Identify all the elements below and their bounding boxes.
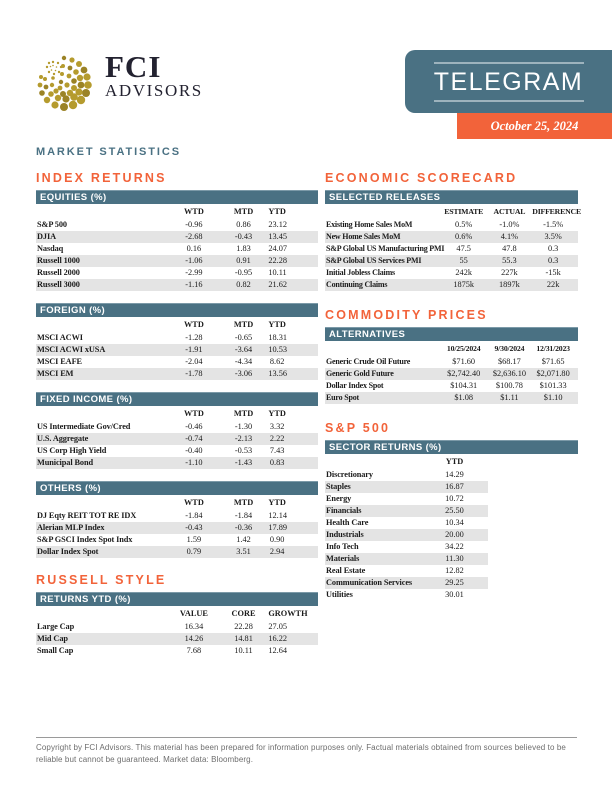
table-block-alternatives [325, 327, 578, 404]
cell-value: 47.5 [456, 244, 471, 253]
column-header: WTD [183, 498, 204, 507]
cell-value: 7.68 [186, 646, 202, 655]
cell-value: 2.94 [269, 547, 285, 556]
row-label: Info Tech [326, 542, 359, 551]
table-row [36, 267, 318, 279]
cell-value: 17.89 [268, 523, 288, 532]
table-row [325, 380, 578, 392]
row-label: Dollar Index Spot [37, 547, 99, 556]
cell-value: -0.96 [185, 220, 203, 229]
table-row [325, 469, 488, 481]
cell-value: 16.34 [184, 622, 204, 631]
table-row [36, 356, 318, 368]
row-label: Real Estate [326, 566, 366, 575]
cell-value: -0.95 [234, 268, 253, 277]
cell-value: -1.10 [185, 458, 203, 467]
row-label: Communication Services [326, 578, 413, 587]
row-label: S&P Global US Manufacturing PMI [326, 244, 445, 253]
row-label: Health Care [326, 518, 369, 527]
column-header: 9/30/2024 [494, 344, 525, 353]
row-label: MSCI EM [37, 369, 74, 378]
cell-value: 7.43 [269, 446, 285, 455]
row-label-header [325, 454, 437, 469]
column-header: MTD [233, 409, 254, 418]
cell-value: -4.34 [234, 357, 253, 366]
cell-value: 0.79 [186, 547, 202, 556]
section-index-returns [36, 172, 318, 558]
row-label: Existing Home Sales MoM [326, 220, 413, 229]
cell-value: $100.78 [495, 381, 523, 390]
cell-value: 0.83 [269, 458, 285, 467]
cell-value: 1875k [453, 280, 475, 289]
cell-value: 227k [501, 268, 518, 277]
cell-value: $2,071.80 [536, 369, 570, 378]
table-header-fixed-income: FIXED INCOME (%) [36, 392, 318, 406]
cell-value: 12.64 [268, 646, 288, 655]
brand [36, 49, 203, 114]
column-header: YTD [268, 409, 286, 418]
date-ribbon [457, 113, 612, 139]
table-row [325, 517, 488, 529]
foreign-table [36, 317, 318, 380]
table-block-sector-returns [325, 440, 578, 601]
table-row [36, 457, 318, 469]
table-row [36, 445, 318, 457]
column-header: WTD [183, 409, 204, 418]
cell-value: $68.17 [497, 357, 521, 366]
row-label-header [36, 606, 169, 621]
table-row [36, 255, 318, 267]
cell-value: $104.31 [450, 381, 478, 390]
column-header: 12/31/2023 [536, 344, 570, 353]
footer-disclaimer: Copyright by FCI Advisors. This material has been prepared for information purposes only. Factual materials obtained from sources believed to be reliable but cannot be guaranteed. Market data: Bloomberg. [36, 743, 566, 764]
cell-value: -2.99 [185, 268, 203, 277]
row-label: S&P 500 [37, 220, 67, 229]
table-header-equities: EQUITIES (%) [36, 190, 318, 204]
cell-value: -1.28 [185, 333, 203, 342]
table-row [36, 219, 318, 231]
table-row [325, 565, 488, 577]
cell-value: 0.90 [269, 535, 285, 544]
cell-value: $101.33 [539, 381, 567, 390]
row-label-header [325, 204, 441, 219]
section-title-index-returns: INDEX RETURNS [36, 171, 167, 185]
column-header-row [36, 495, 318, 510]
cell-value: 14.29 [445, 470, 464, 479]
sector-returns-table [325, 454, 488, 601]
row-label: S&P GSCI Index Spot Indx [37, 535, 133, 544]
cell-value: -2.04 [185, 357, 203, 366]
table-header-alternatives: ALTERNATIVES [325, 327, 578, 341]
table-row [325, 255, 578, 267]
cell-value: 12.82 [445, 566, 464, 575]
brand-name [105, 49, 203, 100]
table-block-returns-ytd [36, 592, 318, 657]
table-row [36, 279, 318, 291]
row-label: DJIA [37, 232, 56, 241]
fixed-income-table [36, 406, 318, 469]
cell-value: 0.16 [186, 244, 202, 253]
cell-value: 27.05 [268, 622, 288, 631]
cell-value: -1.84 [234, 511, 253, 520]
table-row [325, 392, 578, 404]
column-header: 10/25/2024 [446, 344, 481, 353]
section-title-russell-style: RUSSELL STYLE [36, 573, 167, 587]
cell-value: 21.62 [268, 280, 288, 289]
footer [36, 737, 577, 765]
cell-value: 8.62 [269, 357, 285, 366]
cell-value: 24.07 [268, 244, 288, 253]
row-label: Dollar Index Spot [326, 381, 384, 390]
cell-value: 30.01 [445, 590, 464, 599]
table-header-sector-returns: SECTOR RETURNS (%) [325, 440, 578, 454]
cell-value: 10.11 [234, 646, 253, 655]
masthead-title: TELEGRAM [433, 67, 584, 96]
row-label: Generic Gold Future [326, 369, 394, 378]
cell-value: -1.78 [185, 369, 203, 378]
row-label-header [36, 495, 169, 510]
cell-value: 25.50 [445, 506, 464, 515]
column-header: YTD [268, 498, 286, 507]
cell-value: 10.72 [445, 494, 464, 503]
row-label: Financials [326, 506, 362, 515]
cell-value: 34.22 [445, 542, 464, 551]
row-label-header [36, 317, 169, 332]
row-label: Russell 2000 [37, 268, 80, 277]
cell-value: 1.83 [236, 244, 251, 253]
cell-value: 10.34 [445, 518, 464, 527]
row-label: Materials [326, 554, 360, 563]
fci-globe-logo-icon [36, 52, 94, 114]
table-row [325, 243, 578, 255]
cell-value: -1.16 [185, 280, 203, 289]
row-label: MSCI ACWI [37, 333, 83, 342]
table-row [36, 421, 318, 433]
table-row [325, 505, 488, 517]
cell-value: -1.84 [185, 511, 203, 520]
cell-value: $2,742.40 [447, 369, 481, 378]
cell-value: $1.08 [454, 393, 474, 402]
equities-table [36, 204, 318, 291]
cell-value: 4.1% [500, 232, 519, 241]
row-label: Russell 3000 [37, 280, 80, 289]
row-label: Russell 1000 [37, 256, 80, 265]
row-label: Nasdaq [37, 244, 64, 253]
cell-value: 10.11 [268, 268, 287, 277]
table-row [325, 231, 578, 243]
section-economic-scorecard [325, 171, 581, 291]
cell-value: 0.82 [236, 280, 251, 289]
cell-value: -3.06 [234, 369, 253, 378]
row-label: MSCI EAFE [37, 357, 82, 366]
cell-value: 0.6% [455, 232, 473, 241]
row-label: Mid Cap [37, 634, 68, 643]
row-label: Energy [326, 494, 352, 503]
cell-value: 1.59 [186, 535, 202, 544]
table-row [36, 633, 318, 645]
column-header: ESTIMATE [444, 207, 484, 216]
cell-value: $1.11 [500, 393, 519, 402]
column-header: WTD [183, 320, 204, 329]
cell-value: 55 [459, 256, 468, 265]
cell-value: 3.5% [544, 232, 562, 241]
column-header: MTD [233, 320, 254, 329]
cell-value: 13.45 [268, 232, 288, 241]
column-header-row [36, 317, 318, 332]
cell-value: 18.31 [268, 333, 288, 342]
table-row [325, 219, 578, 231]
row-label: DJ Eqty REIT TOT RE IDX [37, 511, 137, 520]
section-title-sp500: S&P 500 [325, 421, 391, 435]
cell-value: -0.43 [185, 523, 203, 532]
table-row [36, 243, 318, 255]
column-header-row [325, 341, 578, 356]
column-header: YTD [268, 207, 286, 216]
column-header-row [325, 204, 578, 219]
cell-value: 10.53 [268, 345, 288, 354]
cell-value: -1.43 [234, 458, 253, 467]
cell-value: 22.28 [234, 622, 253, 631]
table-header-selected-releases: SELECTED RELEASES [325, 190, 578, 204]
row-label-header [325, 341, 441, 356]
cell-value: 0.5% [455, 220, 473, 229]
table-block-equities [36, 190, 318, 291]
row-label: Initial Jobless Claims [326, 268, 395, 277]
brand-name-fci: FCI [105, 49, 162, 84]
others-table [36, 495, 318, 558]
section-title-economic-scorecard: ECONOMIC SCORECARD [325, 171, 518, 185]
table-row [325, 529, 488, 541]
table-row [325, 577, 488, 589]
row-label: Generic Crude Oil Future [326, 357, 411, 366]
table-row [36, 522, 318, 534]
cell-value: 22k [546, 280, 560, 289]
cell-value: -2.13 [234, 434, 253, 443]
cell-value: 12.14 [268, 511, 288, 520]
column-header-row [36, 204, 318, 219]
table-row [325, 553, 488, 565]
table-block-fixed-income [36, 392, 318, 469]
cell-value: -1.06 [185, 256, 203, 265]
cell-value: -2.68 [185, 232, 203, 241]
left-column [36, 172, 318, 657]
brand-name-advisors: ADVISORS [105, 81, 203, 100]
row-label: Large Cap [37, 622, 75, 631]
row-label: Small Cap [37, 646, 74, 655]
cell-value: 2.22 [269, 434, 285, 443]
cell-value: -0.46 [185, 422, 203, 431]
row-label-header [36, 406, 169, 421]
cell-value: 16.87 [445, 482, 464, 491]
telegram-banner [405, 50, 612, 113]
russell-style-table [36, 606, 318, 657]
telegram-banner-rule [434, 62, 584, 102]
alternatives-table [325, 341, 578, 404]
page-title: MARKET STATISTICS [36, 146, 181, 158]
selected-releases-table [325, 204, 581, 291]
cell-value: 20.00 [445, 530, 464, 539]
table-row [36, 546, 318, 558]
table-row [36, 621, 318, 633]
right-column [325, 171, 581, 601]
row-label: Alerian MLP Index [37, 523, 105, 532]
table-header-returns-ytd: RETURNS YTD (%) [36, 592, 318, 606]
cell-value: 0.3 [547, 256, 559, 265]
column-header: MTD [233, 207, 254, 216]
table-row [325, 279, 578, 291]
cell-value: -1.30 [234, 422, 253, 431]
row-label: Industrials [326, 530, 364, 539]
cell-value: 1897k [499, 280, 520, 289]
cell-value: 3.32 [269, 422, 285, 431]
cell-value: 16.22 [268, 634, 288, 643]
row-label: Utilities [326, 590, 353, 599]
table-header-others: OTHERS (%) [36, 481, 318, 495]
cell-value: 0.86 [236, 220, 251, 229]
cell-value: 14.26 [184, 634, 204, 643]
table-row [325, 589, 488, 601]
column-header-row [325, 454, 488, 469]
table-row [36, 433, 318, 445]
row-label: S&P Global US Services PMI [326, 256, 422, 265]
column-header: YTD [268, 320, 286, 329]
section-russell-style [36, 574, 318, 657]
table-header-foreign: FOREIGN (%) [36, 303, 318, 317]
table-block-others [36, 481, 318, 558]
table-row [36, 344, 318, 356]
cell-value: 3.51 [236, 547, 251, 556]
table-row [36, 534, 318, 546]
column-header: YTD [445, 457, 464, 466]
row-label: Continuing Claims [326, 280, 388, 289]
table-row [325, 267, 578, 279]
column-header-row [36, 606, 318, 621]
cell-value: -0.74 [185, 434, 203, 443]
cell-value: 22.28 [268, 256, 288, 265]
column-header: CORE [231, 609, 256, 618]
table-row [36, 368, 318, 380]
row-label: Euro Spot [326, 393, 359, 402]
column-header: ACTUAL [493, 207, 526, 216]
cell-value: 0.91 [236, 256, 251, 265]
cell-value: -0.40 [185, 446, 203, 455]
cell-value: -0.53 [234, 446, 253, 455]
row-label: US Corp High Yield [37, 446, 107, 455]
cell-value: -0.36 [234, 523, 253, 532]
cell-value: -1.0% [499, 220, 520, 229]
column-header: GROWTH [268, 609, 308, 618]
row-label: Municipal Bond [37, 458, 94, 467]
table-block-selected-releases [325, 190, 581, 291]
table-block-foreign [36, 303, 318, 380]
column-header: VALUE [179, 609, 208, 618]
cell-value: 55.3 [502, 256, 517, 265]
row-label: US Intermediate Gov/Cred [37, 422, 131, 431]
cell-value: -0.65 [234, 333, 253, 342]
cell-value: 242k [455, 268, 472, 277]
table-row [325, 356, 578, 368]
section-commodity-prices [325, 309, 578, 404]
column-header: DIFFERENCE [532, 207, 581, 216]
section-title-commodity-prices: COMMODITY PRICES [325, 308, 488, 322]
row-label: New Home Sales MoM [326, 232, 401, 241]
cell-value: $1.10 [543, 393, 563, 402]
cell-value: 23.12 [268, 220, 288, 229]
table-row [36, 645, 318, 657]
cell-value: -1.5% [543, 220, 564, 229]
column-header: WTD [183, 207, 204, 216]
row-label-header [36, 204, 169, 219]
cell-value: -3.64 [234, 345, 253, 354]
table-row [36, 332, 318, 344]
cell-value: $2,636.10 [492, 369, 526, 378]
cell-value: 0.3 [547, 244, 559, 253]
cell-value: -0.43 [234, 232, 253, 241]
column-header-row [36, 406, 318, 421]
column-header: MTD [233, 498, 254, 507]
cell-value: -1.91 [185, 345, 203, 354]
cell-value: $71.60 [452, 357, 476, 366]
table-row [36, 231, 318, 243]
cell-value: -15k [545, 268, 561, 277]
cell-value: 29.25 [445, 578, 464, 587]
table-row [325, 493, 488, 505]
cell-value: 11.30 [445, 554, 464, 563]
row-label: U.S. Aggregate [37, 434, 89, 443]
table-row [325, 368, 578, 380]
table-row [36, 510, 318, 522]
row-label: Discretionary [326, 470, 373, 479]
table-row [325, 481, 488, 493]
row-label: MSCI ACWI xUSA [37, 345, 106, 354]
row-label: Staples [326, 482, 351, 491]
section-sp500 [325, 422, 578, 601]
table-row [325, 541, 488, 553]
cell-value: $71.65 [541, 357, 565, 366]
cell-value: 47.8 [502, 244, 517, 253]
cell-value: 1.42 [236, 535, 251, 544]
issue-date: October 25, 2024 [490, 118, 579, 133]
cell-value: 13.56 [268, 369, 288, 378]
cell-value: 14.81 [234, 634, 253, 643]
